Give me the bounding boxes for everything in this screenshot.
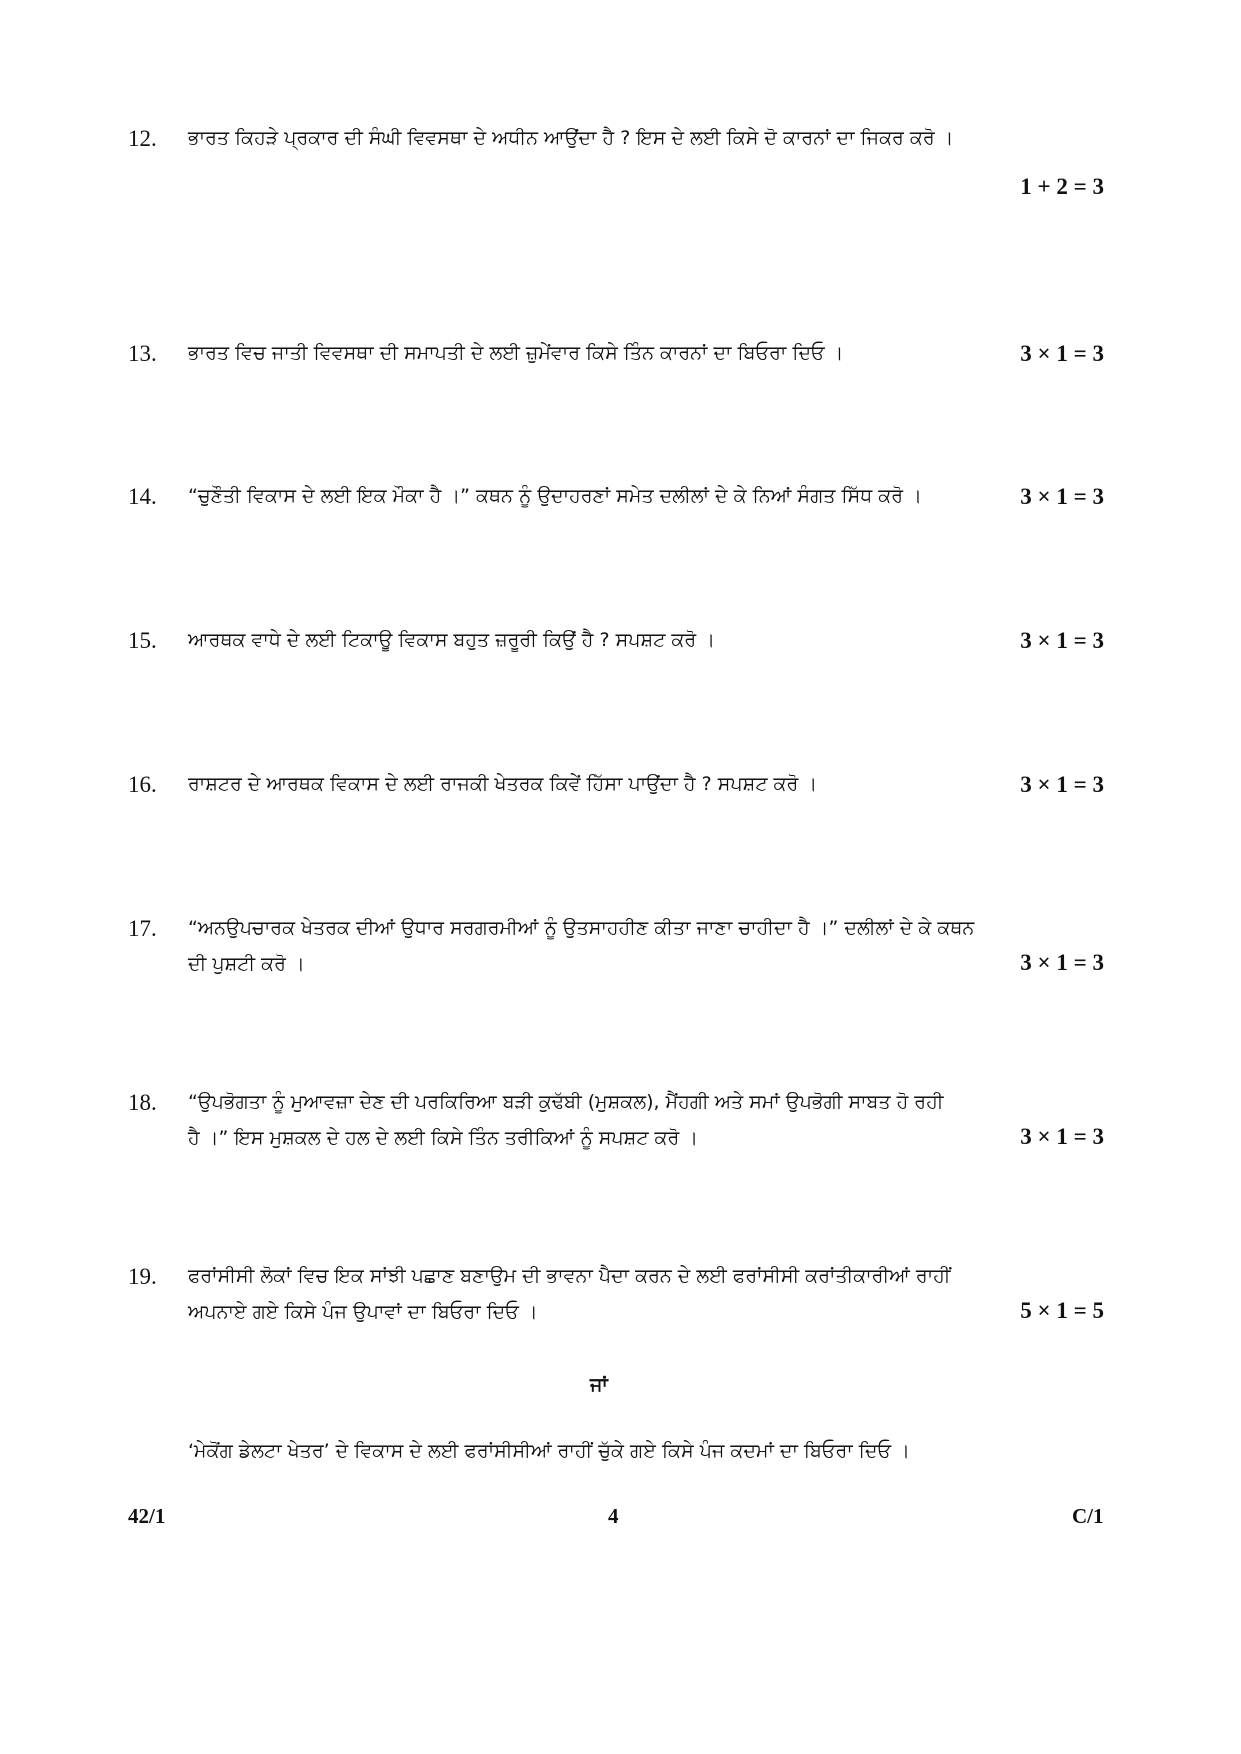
footer-set-code: C/1 [1072, 1504, 1104, 1528]
question-number: 13. [128, 341, 157, 366]
alternative-question: ‘ਮੇਕੋਂਗ ਡੇਲਟਾ ਖੇਤਰ’ ਦੇ ਵਿਕਾਸ ਦੇ ਲਈ ਫਰਾਂਸੀਸੀਆਂ ਰਾਹੀਂ ਚੁੱਕੇ ਗਏ ਕਿਸੇ ਪੰਜ ਕਦਮਾਂ ਦਾ ਬਿਓਰਾ ਦਿਓ । [188, 1440, 910, 1462]
question-line: ਫਰਾਂਸੀਸੀ ਲੋਕਾਂ ਵਿਚ ਇਕ ਸਾਂਝੀ ਪਛਾਣ ਬਣਾਉਮ ਦੀ ਭਾਵਨਾ ਪੈਦਾ ਕਰਨ ਦੇ ਲਈ ਫਰਾਂਸੀਸੀ ਕਰਾਂਤੀਕਾਰੀਆਂ ਰਾਹੀਂ [188, 1265, 951, 1287]
question-line: ਭਾਰਤ ਵਿਚ ਜਾਤੀ ਵਿਵਸਥਾ ਦੀ ਸਮਾਪਤੀ ਦੇ ਲਈ ਜ਼ੁਮੇਂਵਾਰ ਕਿਸੇ ਤਿੰਨ ਕਾਰਨਾਂ ਦਾ ਬਿਓਰਾ ਦਿਓ । [188, 342, 844, 364]
question-line: ਦੀ ਪੁਸ਼ਟੀ ਕਰੋ । [188, 953, 305, 975]
question-text [188, 1258, 1048, 1330]
question-number: 15. [128, 628, 157, 653]
marks-label: 3 × 1 = 3 [1020, 950, 1104, 975]
question-text [188, 910, 1048, 982]
question-line: ਅਪਨਾਏ ਗਏ ਕਿਸੇ ਪੰਜ ਉਪਾਵਾਂ ਦਾ ਬਿਓਰਾ ਦਿਓ । [188, 1301, 538, 1323]
marks-label: 3 × 1 = 3 [1020, 1124, 1104, 1149]
question-line: ਭਾਰਤ ਕਿਹੜੇ ਪ੍ਰਕਾਰ ਦੀ ਸੰਘੀ ਵਿਵਸਥਾ ਦੇ ਅਧੀਨ ਆਉਂਦਾ ਹੈ ? ਇਸ ਦੇ ਲਈ ਕਿਸੇ ਦੋ ਕਾਰਨਾਂ ਦਾ ਜਿਕਰ ਕਰੋ । [188, 127, 954, 149]
question-line: ਹੈ ।” ਇਸ ਮੁਸ਼ਕਲ ਦੇ ਹਲ ਦੇ ਲਈ ਕਿਸੇ ਤਿੰਨ ਤਰੀਕਿਆਂ ਨੂੰ ਸਪਸ਼ਟ ਕਰੋ । [188, 1127, 699, 1149]
question-line: “ਅਨਉਪਚਾਰਕ ਖੇਤਰਕ ਦੀਆਂ ਉਧਾਰ ਸਰਗਰਮੀਆਂ ਨੂੰ ਉਤਸਾਹਹੀਣ ਕੀਤਾ ਜਾਣਾ ਚਾਹੀਦਾ ਹੈ ।” ਦਲੀਲਾਂ ਦੇ ਕੇ ਕਥਨ [188, 917, 975, 939]
marks-label: 3 × 1 = 3 [1020, 341, 1104, 366]
question-text [188, 478, 1048, 514]
question-text [188, 1084, 1048, 1156]
marks-label: 3 × 1 = 3 [1020, 484, 1104, 509]
question-number: 19. [128, 1264, 157, 1289]
marks-label: 3 × 1 = 3 [1020, 772, 1104, 797]
question-text [188, 120, 1048, 156]
question-text [188, 335, 1048, 371]
question-number: 17. [128, 916, 157, 941]
question-number: 18. [128, 1090, 157, 1115]
question-line: ਆਰਥਕ ਵਾਧੇ ਦੇ ਲਈ ਟਿਕਾਊ ਵਿਕਾਸ ਬਹੁਤ ਜ਼ਰੂਰੀ ਕਿਉਂ ਹੈ ? ਸਪਸ਼ਟ ਕਰੋ । [188, 629, 716, 651]
question-text [188, 622, 1048, 658]
marks-label: 3 × 1 = 3 [1020, 628, 1104, 653]
question-line: “ਚੁਣੌਤੀ ਵਿਕਾਸ ਦੇ ਲਈ ਇਕ ਮੌਕਾ ਹੈ ।” ਕਥਨ ਨੂੰ ਉਦਾਹਰਣਾਂ ਸਮੇਤ ਦਲੀਲਾਂ ਦੇ ਕੇ ਨਿਆਂ ਸੰਗਤ ਸਿੱਧ ਕਰੋ । [188, 485, 922, 507]
question-line: “ਉਪਭੋਗਤਾ ਨੂੰ ਮੁਆਵਜ਼ਾ ਦੇਣ ਦੀ ਪਰਕਿਰਿਆ ਬੜੀ ਕੁਢੱਬੀ (ਮੁਸ਼ਕਲ), ਮੈਂਹਗੀ ਅਤੇ ਸਮਾਂ ਉਪਭੋਗੀ ਸਾਬਤ ਹੋ ਰਹੀ [188, 1091, 944, 1113]
question-number: 12. [128, 126, 157, 151]
marks-label: 5 × 1 = 5 [1020, 1298, 1104, 1323]
question-text [188, 766, 1048, 802]
question-number: 14. [128, 484, 157, 509]
marks-label: 1 + 2 = 3 [1020, 174, 1104, 199]
footer-code: 42/1 [128, 1504, 166, 1528]
question-line: ਰਾਸ਼ਟਰ ਦੇ ਆਰਥਕ ਵਿਕਾਸ ਦੇ ਲਈ ਰਾਜਕੀ ਖੇਤਰਕ ਕਿਵੇਂ ਹਿੱਸਾ ਪਾਉਂਦਾ ਹੈ ? ਸਪਸ਼ਟ ਕਰੋ । [188, 773, 818, 795]
question-number: 16. [128, 772, 157, 797]
or-separator: ਜਾਂ [590, 1374, 608, 1396]
footer-page-number: 4 [608, 1504, 619, 1528]
